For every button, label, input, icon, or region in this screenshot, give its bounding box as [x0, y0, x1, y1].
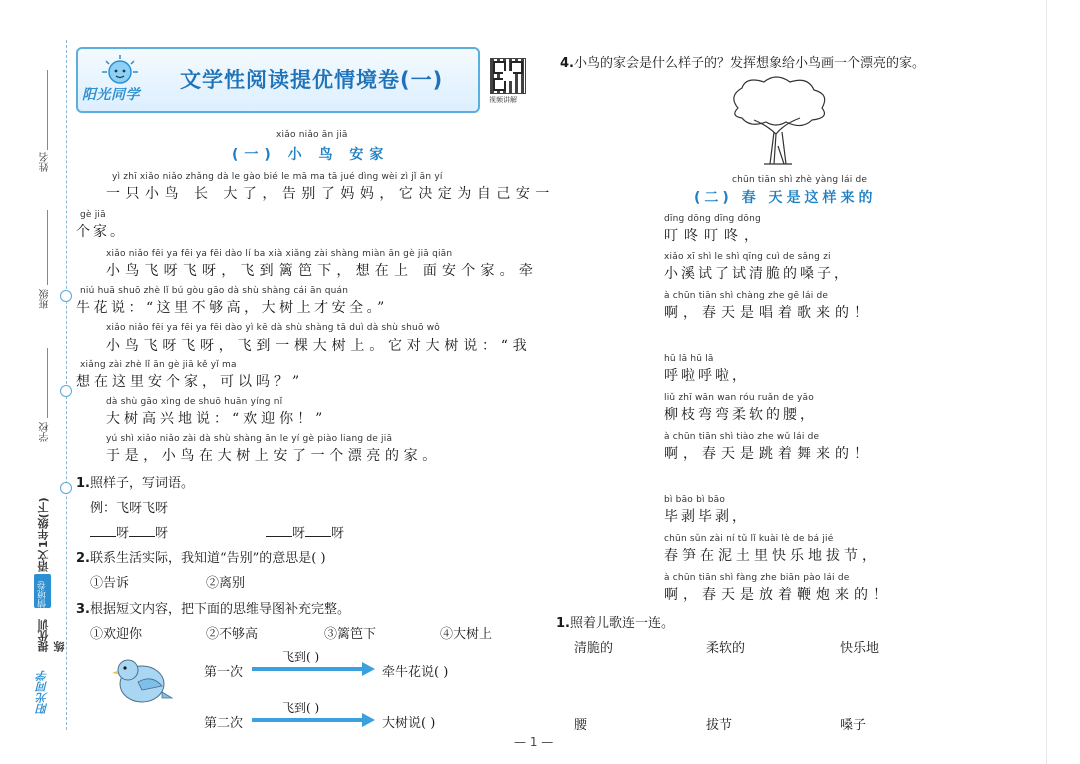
match-top-item[interactable]: 快乐地	[840, 641, 880, 656]
binding-hole	[60, 385, 72, 397]
page-number: — 1 —	[514, 735, 554, 749]
tree-icon	[724, 74, 836, 166]
text-line: 小鸟飞呀飞呀，飞到篱笆下，想在上 面安个家。牵	[106, 263, 539, 279]
pinyin-line: à chūn tiān shì tiào zhe wǔ lái de	[664, 432, 820, 442]
pinyin-line: bì bāo bì bāo	[664, 495, 726, 505]
text-line: 于是，小鸟在大树上安了一个漂亮的家。	[106, 448, 441, 464]
text-line: 小鸟飞呀飞呀，飞到一棵大树上。它对大树说：“我	[106, 338, 532, 354]
poem-line: 毕剥毕剥，	[664, 509, 749, 525]
mindmap-row1-label: 第一次	[204, 665, 244, 680]
mindmap-row1-fly[interactable]: 飞到( )	[282, 650, 320, 664]
question-2-option[interactable]: ②离别	[206, 576, 246, 591]
mindmap-row2-result[interactable]: 大树说( )	[382, 716, 436, 731]
poem-question-1: 1.照着儿歌连一连。	[556, 616, 674, 631]
pinyin-line: yú shì xiǎo niǎo zài dà shù shàng ān le yí gè piào liang de jiā	[106, 434, 393, 444]
question-3-option: ④大树上	[440, 627, 493, 642]
poem-line: 小溪试了试清脆的嗓子，	[664, 266, 851, 282]
question-4: 4.小鸟的家会是什么样子的？发挥想象给小鸟画一个漂亮的家。	[560, 56, 925, 71]
pinyin-line: xiǎng zài zhè lǐ ān gè jiā kě yǐ ma	[80, 360, 237, 370]
binding-hole	[60, 290, 72, 302]
question-1-blanks[interactable]: 呀 呀	[90, 522, 168, 541]
pinyin-line: yì zhī xiǎo niǎo zhǎng dà le gào bié le mā ma tā jué dìng wèi zì jǐ ān yí	[112, 172, 443, 182]
series-name: 提优训练	[37, 619, 66, 652]
question-2[interactable]: 2.联系生活实际，我知道“告别”的意思是( )	[76, 551, 326, 566]
pinyin-line: liǔ zhī wān wan róu ruǎn de yāo	[664, 393, 814, 403]
class-line	[47, 210, 48, 285]
school-label: 学校	[40, 422, 51, 442]
brand-name: 阳光同学	[82, 87, 140, 103]
arrow-right-icon	[252, 712, 376, 728]
question-2-option[interactable]: ①告诉	[90, 576, 130, 591]
mindmap-row1-arrow	[252, 661, 376, 677]
poem-line: 柳枝弯弯柔软的腰，	[664, 407, 817, 423]
class-label: 班级	[40, 289, 51, 309]
passage1-title: (一) 小 鸟 安家	[232, 147, 390, 163]
pinyin-line: xiǎo xī shì le shì qīng cuì de sǎng zi	[664, 252, 831, 262]
text-line: 想在这里安个家，可以吗？”	[76, 374, 304, 390]
poem-title: (二) 春 天是这样来的	[694, 190, 877, 206]
poem-line: 啊，春天是跳着舞来的！	[664, 446, 873, 462]
pinyin-line: dà shù gāo xìng de shuō huān yíng nǐ	[106, 397, 283, 407]
pinyin-line: à chūn tiān shì fàng zhe biān pào lái de	[664, 573, 850, 583]
tree-drawing-area[interactable]	[724, 74, 836, 166]
passage1-title-pinyin: xiǎo niǎo ān jiā	[276, 130, 348, 140]
pinyin-line: niú huā shuō zhè lǐ bú gòu gāo dà shù shàng cái ān quán	[80, 286, 349, 296]
mindmap-row2-arrow	[252, 712, 376, 728]
question-1: 1.照样子，写词语。	[76, 476, 194, 491]
poem-line: 啊，春天是放着鞭炮来的！	[664, 587, 892, 603]
text-line: 大树高兴地说：“欢迎你！”	[106, 411, 327, 427]
series-tag: 情境卷	[34, 574, 51, 608]
pinyin-line: à chūn tiān shì chàng zhe gē lái de	[664, 291, 829, 301]
page-title: 文学性阅读提优情境卷(一)	[180, 68, 444, 92]
question-1-example: 例：飞呀飞呀	[90, 501, 169, 516]
qr-caption: 视频讲解	[489, 96, 517, 104]
qr-code[interactable]	[490, 58, 526, 94]
grade-label: 1年级(下)	[37, 497, 50, 548]
match-bottom-item[interactable]: 嗓子	[840, 718, 867, 733]
pinyin-line: xiǎo niǎo fēi ya fēi ya fēi dào lí ba xià xiǎng zài shàng miàn ān gè jiā qiān	[106, 249, 453, 259]
school-line	[47, 348, 48, 418]
question-3-option: ③篱笆下	[324, 627, 377, 642]
poem-line: 啊，春天是唱着歌来的！	[664, 305, 873, 321]
match-bottom-item[interactable]: 腰	[574, 718, 588, 733]
brand-vertical-logo: 阳光同学	[36, 670, 49, 714]
pinyin-line: gè jiā	[80, 210, 106, 220]
question-3-option: ①欢迎你	[90, 627, 143, 642]
arrow-right-icon	[252, 661, 376, 677]
poem-line: 叮咚叮咚，	[664, 228, 764, 244]
name-line	[47, 70, 48, 150]
question-3-option: ②不够高	[206, 627, 259, 642]
text-line: 个家。	[76, 224, 127, 240]
text-line: 一只小鸟 长 大了，告别了妈妈，它决定为自己安一	[106, 186, 555, 202]
match-top-item[interactable]: 清脆的	[574, 641, 614, 656]
question-3: 3.根据短文内容，把下面的思维导图补充完整。	[76, 602, 350, 617]
bird-icon	[112, 652, 174, 710]
match-top-item[interactable]: 柔软的	[706, 641, 746, 656]
mindmap-row2-label: 第二次	[204, 716, 244, 731]
text-line: 牛花说：“这里不够高，大树上才安全。”	[76, 300, 388, 316]
question-1-blanks[interactable]: 呀 呀	[266, 522, 344, 541]
page-edge	[1046, 0, 1047, 764]
name-label: 姓名	[40, 152, 51, 172]
match-bottom-item[interactable]: 拔节	[706, 718, 733, 733]
pinyin-line: hū lā hū lā	[664, 354, 714, 364]
mindmap-row2-fly[interactable]: 飞到( )	[282, 701, 320, 715]
bird-illustration	[112, 652, 174, 710]
mindmap-row1-result[interactable]: 牵牛花说( )	[382, 665, 449, 680]
pinyin-line: chūn sǔn zài ní tǔ lǐ kuài lè de bá jié	[664, 534, 834, 544]
pinyin-line: xiǎo niǎo fēi ya fēi ya fēi dào yì kē dà shù shàng tā duì dà shù shuō wǒ	[106, 323, 440, 333]
poem-line: 春笋在泥土里快乐地拔节，	[664, 548, 880, 564]
brand-logo	[80, 52, 164, 104]
poem-line: 呼啦呼啦，	[664, 368, 749, 384]
pinyin-line: dīng dōng dīng dōng	[664, 214, 761, 224]
poem-title-pinyin: chūn tiān shì zhè yàng lái de	[732, 175, 868, 185]
subject-label: 语文	[37, 550, 50, 572]
binding-hole	[60, 482, 72, 494]
